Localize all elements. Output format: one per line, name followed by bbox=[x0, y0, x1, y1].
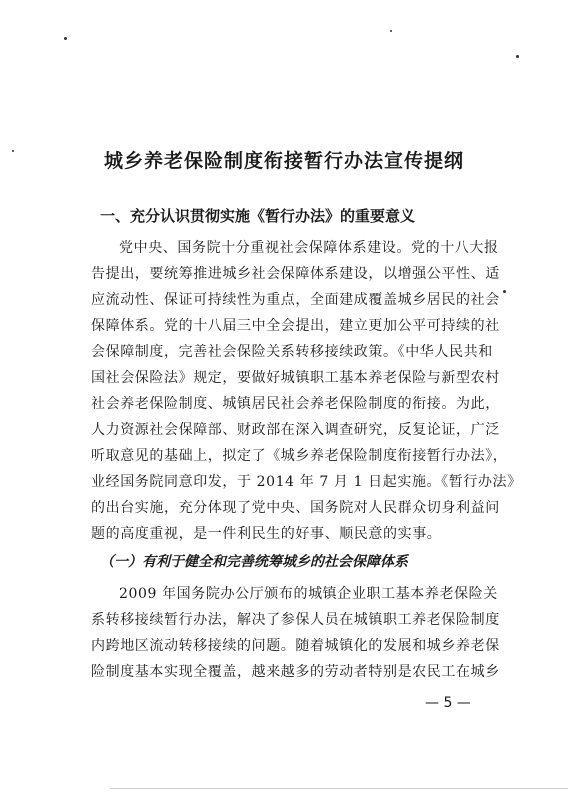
paragraph-line: 听取意见的基础上，拟定了《城乡养老保险制度衔接暂行办法》， bbox=[91, 448, 508, 464]
paragraph-line: 2009 年国务院办公厅颁布的城镇企业职工基本养老保险关 bbox=[119, 586, 498, 602]
section-heading: 一、充分认识贯彻实施《暂行办法》的重要意义 bbox=[100, 207, 416, 225]
scan-speck bbox=[503, 290, 506, 293]
subsection-heading: （一）有利于健全和完善统筹城乡的社会保障体系 bbox=[100, 554, 408, 570]
paragraph-line: 党中央、国务院十分重视社会保障体系建设。党的十八大报 bbox=[119, 240, 499, 256]
scan-speck bbox=[12, 150, 14, 152]
paragraph-line: 内跨地区流动转移接续的问题。随着城镇化的发展和城乡养老保 bbox=[91, 638, 500, 654]
page-number: — 5 — bbox=[425, 695, 471, 711]
scan-edge-line bbox=[110, 788, 568, 789]
paragraph-line: 保障体系。党的十八届三中全会提出，建立更加公平可持续的社 bbox=[91, 318, 500, 334]
scan-speck bbox=[516, 55, 519, 58]
scan-speck bbox=[390, 30, 392, 32]
document-title: 城乡养老保险制度衔接暂行办法宣传提纲 bbox=[103, 150, 464, 172]
paragraph-line: 险制度基本实现全覆盖，越来越多的劳动者特别是农民工在城乡 bbox=[91, 664, 500, 680]
paragraph-line: 会保障制度，完善社会保险关系转移接续政策。《中华人民共和 bbox=[91, 344, 493, 360]
paragraph-line: 社会养老保险制度、城镇居民社会养老保险制度的衔接。为此， bbox=[91, 396, 500, 412]
paragraph-line: 业经国务院同意印发，于 2014 年 7 月 1 日起实施。《暂行办法》 bbox=[91, 474, 522, 490]
paragraph-line: 人力资源社会保障部、财政部在深入调查研究，反复论证，广泛 bbox=[91, 422, 500, 438]
paragraph-line: 的出台实施，充分体现了党中央、国务院对人民群众切身利益问 bbox=[91, 500, 500, 516]
paragraph-line: 国社会保险法》规定，要做好城镇职工基本养老保险与新型农村 bbox=[91, 370, 500, 386]
paragraph-line: 告提出，要统筹推进城乡社会保障体系建设，以增强公平性、适 bbox=[91, 266, 500, 282]
paragraph-line: 题的高度重视，是一件利民生的好事、顺民意的实事。 bbox=[91, 526, 442, 542]
paragraph-line: 应流动性、保证可持续性为重点，全面建成覆盖城乡居民的社会 bbox=[91, 292, 500, 308]
paragraph-line: 系转移接续暂行办法，解决了参保人员在城镇职工养老保险制度 bbox=[91, 612, 500, 628]
scan-speck bbox=[64, 37, 67, 40]
